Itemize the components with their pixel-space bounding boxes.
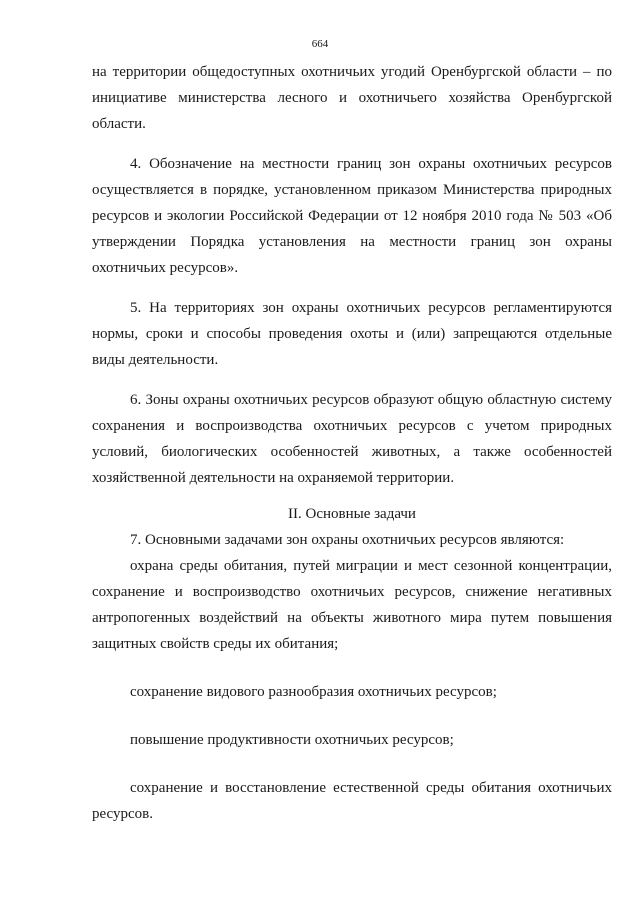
task-item: охрана среды обитания, путей миграции и мест сезонной концентрации, сохранение и воспроизводство охотничьих ресурсов, снижение негативных антропогенных воздействий на объекты животного мира путем повышения защитных свойств среды их обитания; [92,558,612,652]
paragraph-continuation: на территории общедоступных охотничьих угодий Оренбургской области – по инициативе министерства лесного и охотничьего хозяйства Оренбургской области. [92,64,612,132]
paragraph-5: 5. На территориях зон охраны охотничьих ресурсов регламентируются нормы, сроки и способы проведения охоты и (или) запрещаются отдельные виды деятельности. [92,300,612,368]
page-number: 664 [311,38,329,50]
document-body [92,59,612,827]
paragraph-7-intro: 7. Основными задачами зон охраны охотничьих ресурсов являются: [130,532,565,548]
paragraph-6: 6. Зоны охраны охотничьих ресурсов образуют общую областную систему сохранения и воспроизводства охотничьих ресурсов с учетом природных условий, биологических особенностей животных, а также особенностей хозяйственной деятельности на охраняемой территории. [92,392,612,486]
task-item: сохранение видового разнообразия охотничьих ресурсов; [130,684,497,700]
section-heading: II. Основные задачи [288,506,416,522]
task-item: повышение продуктивности охотничьих ресурсов; [130,732,454,748]
paragraph-4: 4. Обозначение на местности границ зон охраны охотничьих ресурсов осуществляется в порядке, установленном приказом Министерства природных ресурсов и экологии Российской Федерации от 12 ноября 2010 года № 503 «Об утверждении Порядка установления на местности границ зон охраны охотничьих ресурсов». [92,156,612,276]
task-item: сохранение и восстановление естественной среды обитания охотничьих ресурсов. [92,780,612,822]
